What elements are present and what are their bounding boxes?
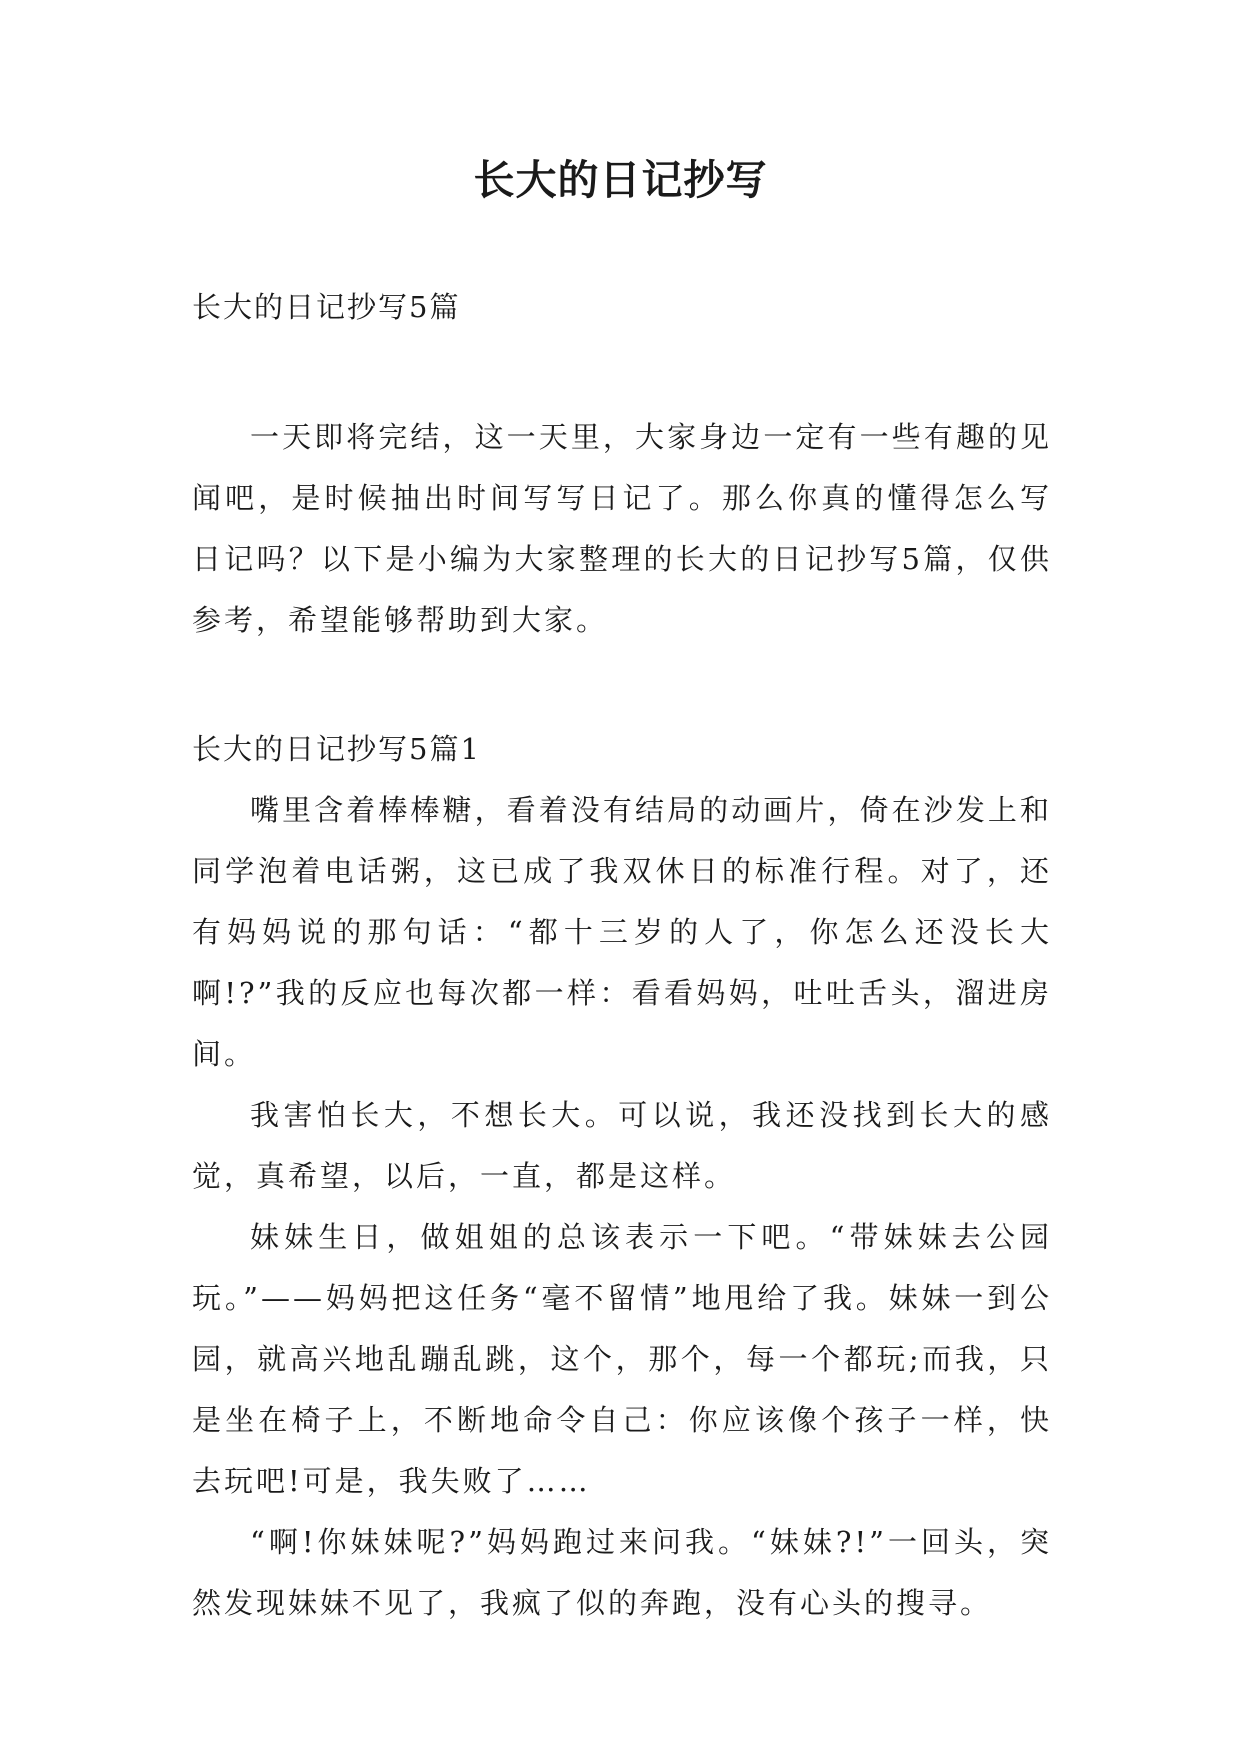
body-paragraph: 嘴里含着棒棒糖，看着没有结局的动画片，倚在沙发上和同学泡着电话粥，这已成了我双休日的标准行程。对了，还有妈妈说的那句话：“都十三岁的人了，你怎么还没长大啊!?”我的反应也每次都一样：看看妈妈，吐吐舌头，溜进房间。 bbox=[192, 793, 1052, 1071]
body-paragraph: 我害怕长大，不想长大。可以说，我还没找到长大的感觉，真希望，以后，一直，都是这样。 bbox=[192, 1098, 1052, 1193]
section-heading: 长大的日记抄写5篇1 bbox=[192, 732, 481, 766]
body-paragraph: 妹妹生日，做姐姐的总该表示一下吧。“带妹妹去公园玩。”——妈妈把这任务“毫不留情”地甩给了我。妹妹一到公园，就高兴地乱蹦乱跳，这个，那个，每一个都玩;而我，只是坐在椅子上，不断地命令自己：你应该像个孩子一样，快去玩吧!可是，我失败了…… bbox=[192, 1220, 1052, 1498]
intro-paragraph: 一天即将完结，这一天里，大家身边一定有一些有趣的见闻吧，是时候抽出时间写写日记了。那么你真的懂得怎么写日记吗？以下是小编为大家整理的长大的日记抄写5篇，仅供参考，希望能够帮助到大家。 bbox=[192, 420, 1052, 637]
document-subtitle: 长大的日记抄写5篇 bbox=[192, 290, 461, 324]
document-title: 长大的日记抄写 bbox=[473, 156, 768, 204]
body-paragraph: “啊!你妹妹呢?”妈妈跑过来问我。“妹妹?!”一回头，突然发现妹妹不见了，我疯了似的奔跑，没有心头的搜寻。 bbox=[192, 1525, 1052, 1620]
document-body bbox=[192, 286, 1052, 1634]
